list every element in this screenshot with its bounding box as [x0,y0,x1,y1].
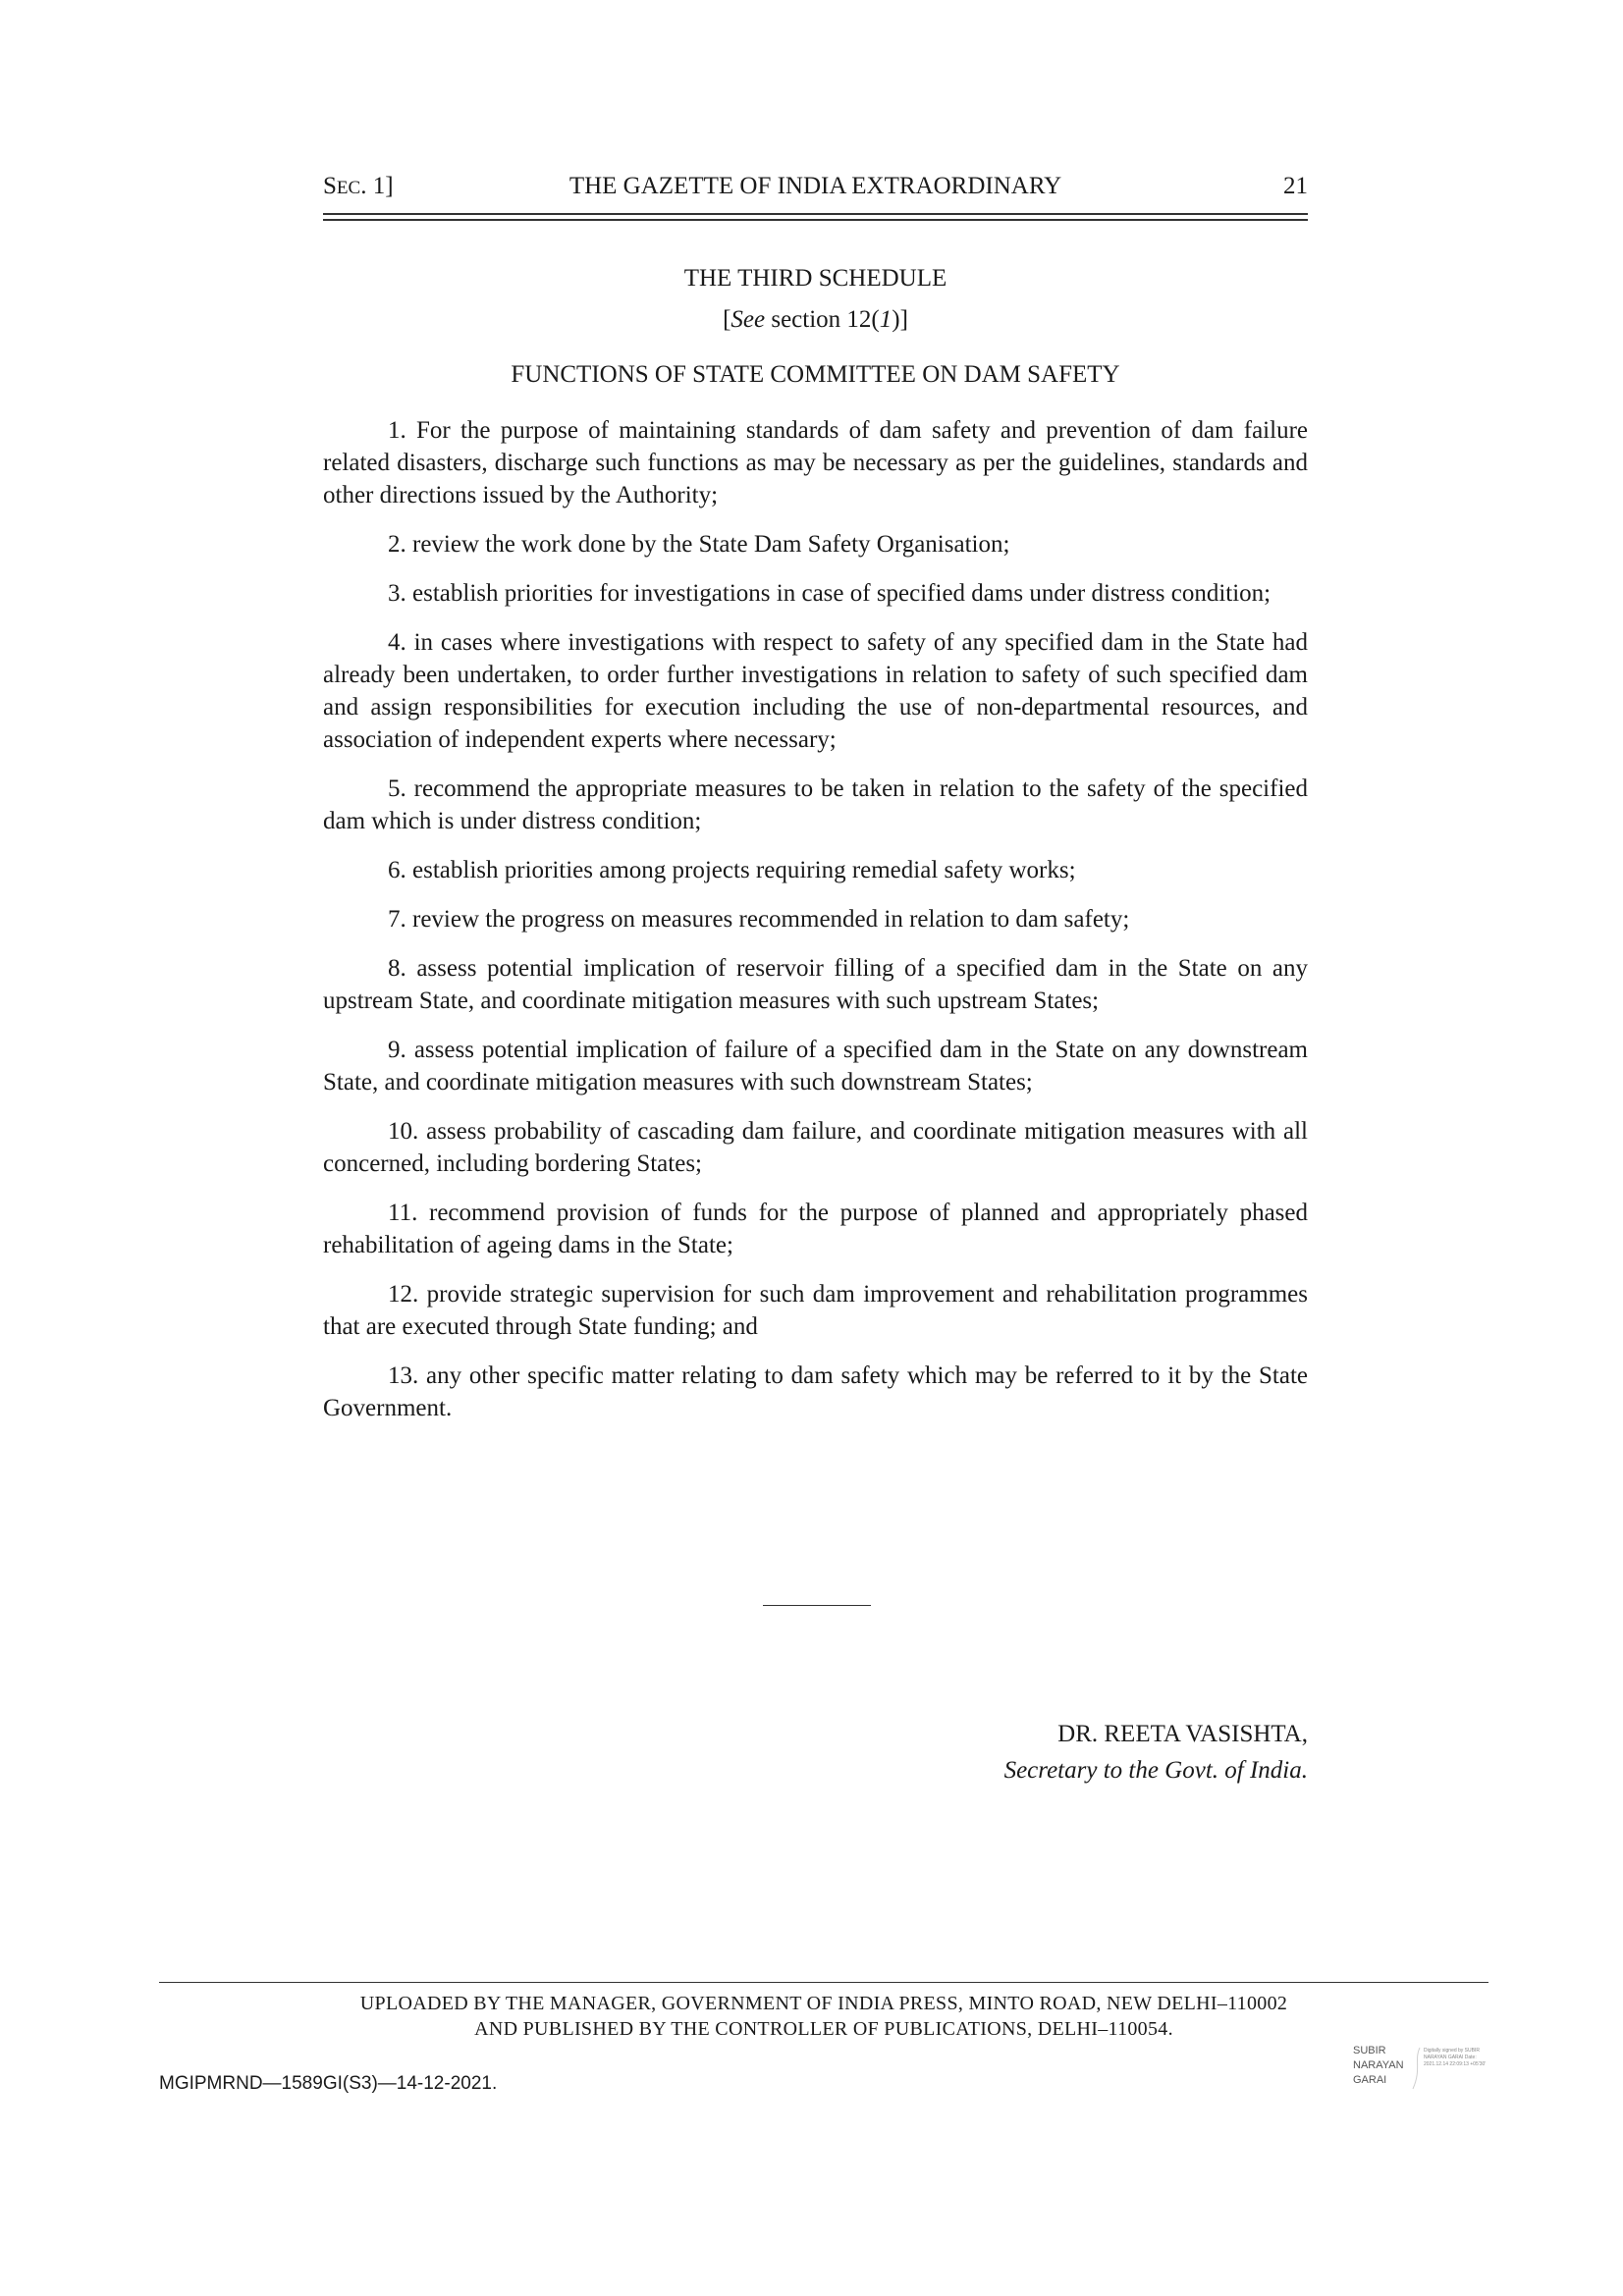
publisher-line-2: AND PUBLISHED BY THE CONTROLLER OF PUBLICATIONS, DELHI–110054. [474,2018,1173,2040]
page-header [323,173,1308,208]
list-item: 6. establish priorities among projects requiring remedial safety works; [388,857,1076,883]
header-double-rule [323,213,1308,221]
digital-signature-name [1353,2044,1404,2088]
list-item: 4. in cases where investigations with respect to safety of any specified dam in the State had already been undertaken, to order further investigations in relation to safety of such specified dam and assign responsibilities for execution including the use of non-departmental resources, and association of independent experts where necessary; [323,629,1308,753]
publisher-line-1: UPLOADED BY THE MANAGER, GOVERNMENT OF INDIA PRESS, MINTO ROAD, NEW DELHI–110002 [359,1993,1288,2014]
digital-signature-stamp [1353,2044,1500,2103]
publisher-note [159,1991,1488,2042]
section-suffix: . 1] [360,173,394,199]
digital-signature-details: Digitally signed by SUBIR NARAYAN GARAI Date: 2021.12.14 22:09:13 +05'30' [1424,2048,1487,2067]
gazette-title: THE GAZETTE OF INDIA EXTRAORDINARY [568,173,1062,199]
list-item: 2. review the work done by the State Dam Safety Organisation; [388,531,1010,558]
schedule-title: THE THIRD SCHEDULE [683,265,947,292]
list-item: 1. For the purpose of maintaining standards of dam safety and prevention of dam failure related disasters, discharge such functions as may be necessary as per the guidelines, standards and other directions issued by the Authority; [323,417,1308,508]
list-item: 13. any other specific matter relating to dam safety which may be referred to it by the State Government. [323,1362,1308,1421]
footer-rule [159,1982,1488,1983]
section-reference [323,306,1308,334]
end-divider [763,1605,871,1606]
see-close: )] [892,306,908,333]
print-imprint: MGIPMRND—1589GI(S3)—14-12-2021. [159,2073,498,2094]
see-open: [ [723,306,731,333]
list-item: 7. review the progress on measures recommended in relation to dam safety; [388,906,1130,933]
list-item: 8. assess potential implication of reservoir filling of a specified dam in the State on any upstream State, and coordinate mitigation measures with such upstream States; [323,955,1308,1014]
functions-heading: FUNCTIONS OF STATE COMMITTEE ON DAM SAFETY [511,361,1120,388]
dsig-name-line: NARAYAN [1353,2059,1404,2071]
document-body [323,257,1308,1441]
list-item: 9. assess potential implication of failure of a specified dam in the State on any downstream State, and coordinate mitigation measures with such downstream States; [323,1037,1308,1095]
signature-mark-icon [1410,2046,1424,2091]
dsig-name-line: SUBIR [1353,2045,1386,2056]
signatory-designation: Secretary to the Govt. of India. [1003,1757,1308,1784]
see-number: 1 [879,306,893,333]
signature-block [1004,1716,1308,1789]
functions-list [323,414,1308,1424]
page-number: 21 [1283,173,1308,199]
list-item: 5. recommend the appropriate measures to be taken in relation to the safety of the specified dam which is under distress condition; [323,775,1308,834]
section-prefix: S [323,173,337,199]
list-item: 11. recommend provision of funds for the purpose of planned and appropriately phased rehabilitation of ageing dams in the State; [323,1200,1308,1258]
signatory-name: DR. REETA VASISHTA, [1057,1721,1308,1747]
dsig-name-line: GARAI [1353,2074,1387,2086]
list-item: 12. provide strategic supervision for such dam improvement and rehabilitation programmes that are executed through State funding; and [323,1281,1308,1340]
section-smallcaps: EC [336,178,361,198]
list-item: 3. establish priorities for investigations in case of specified dams under distress condition; [388,580,1271,607]
see-mid: section 12( [765,306,880,333]
list-item: 10. assess probability of cascading dam failure, and coordinate mitigation measures with all concerned, including bordering States; [323,1118,1308,1177]
see-italic: See [730,306,766,333]
